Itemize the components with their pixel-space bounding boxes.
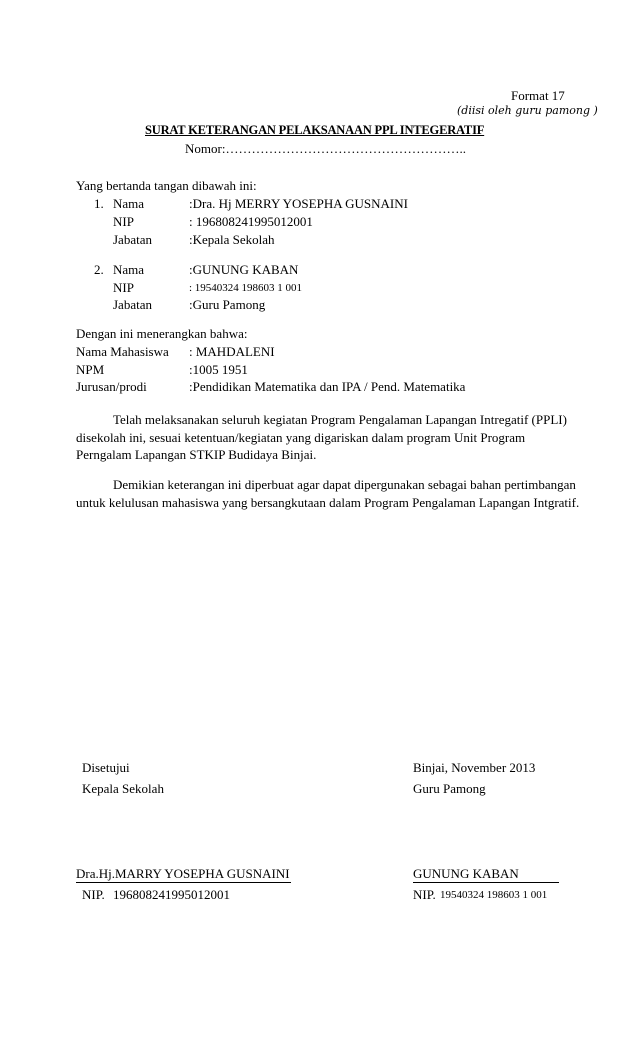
paragraph-2-line-1: Demikian keterangan ini diperbuat agar dapat dipergunakan sebagai bahan pertimbangan: [113, 477, 576, 492]
signer-2-name-value: :GUNUNG KABAN: [189, 262, 299, 277]
right-signature-line: [413, 882, 559, 883]
paragraph-1-line-3: Perngalam Lapangan STKIP Budidaya Binjai.: [76, 447, 317, 462]
student-name-value: : MAHDALENI: [189, 344, 275, 359]
paragraph-1-line-2: disekolah ini, sesuai ketentuan/kegiatan yang digariskan dalam program Unit Program: [76, 430, 526, 445]
signer-1-name-label: Nama: [113, 196, 145, 211]
signer-1-number: 1.: [94, 196, 104, 211]
place-date: Binjai, November 2013: [413, 760, 536, 775]
document-number: Nomor:………………………………………………..: [185, 141, 466, 156]
student-name-label: Nama Mahasiswa: [76, 344, 169, 359]
signer-2-number: 2.: [94, 262, 104, 277]
signer-2-role-label: Jabatan: [113, 297, 152, 312]
format-number: Format 17: [511, 88, 565, 103]
student-npm-label: NPM: [76, 362, 105, 377]
signer-2-nip-label: NIP: [113, 280, 134, 295]
right-nip-label: NIP.: [413, 887, 436, 902]
paragraph-2-line-2: untuk kelulusan mahasiswa yang bersangkutaan dalam Program Pengalaman Lapangan Intgratif.: [76, 495, 580, 510]
document-title: SURAT KETERANGAN PELAKSANAAN PPL INTEGERATIF: [145, 123, 485, 137]
right-nip-value: 19540324 198603 1 001: [440, 889, 548, 901]
signer-1-nip-value: : 196808241995012001: [189, 214, 313, 229]
left-role: Kepala Sekolah: [82, 781, 164, 796]
left-signature-line: [76, 882, 291, 883]
signer-2-name-label: Nama: [113, 262, 145, 277]
signer-2-nip-value: : 19540324 198603 1 001: [189, 282, 303, 294]
student-program-value: :Pendidikan Matematika dan IPA / Pend. Matematika: [189, 379, 466, 394]
signer-2-role-value: :Guru Pamong: [189, 297, 266, 312]
signer-1-name-value: :Dra. Hj MERRY YOSEPHA GUSNAINI: [189, 196, 408, 211]
student-program-label: Jurusan/prodi: [76, 379, 147, 394]
signer-1-role-value: :Kepala Sekolah: [189, 232, 275, 247]
paragraph-1-line-1: Telah melaksanakan seluruh kegiatan Program Pengalaman Lapangan Intregatif (PPLI): [113, 412, 567, 427]
left-nip-value: 196808241995012001: [113, 887, 230, 902]
intro-text: Yang bertanda tangan dibawah ini:: [76, 178, 257, 193]
right-role: Guru Pamong: [413, 781, 486, 796]
approval-label: Disetujui: [82, 760, 130, 775]
student-npm-value: :1005 1951: [189, 362, 248, 377]
statement-intro: Dengan ini menerangkan bahwa:: [76, 326, 248, 341]
right-signer-name: GUNUNG KABAN: [413, 866, 519, 881]
left-nip-label: NIP.: [82, 887, 105, 902]
signer-1-role-label: Jabatan: [113, 232, 152, 247]
signer-1-nip-label: NIP: [113, 214, 134, 229]
left-signer-name: Dra.Hj.MARRY YOSEPHA GUSNAINI: [76, 866, 290, 881]
fill-note: (diisi oleh guru pamong ): [457, 104, 598, 117]
